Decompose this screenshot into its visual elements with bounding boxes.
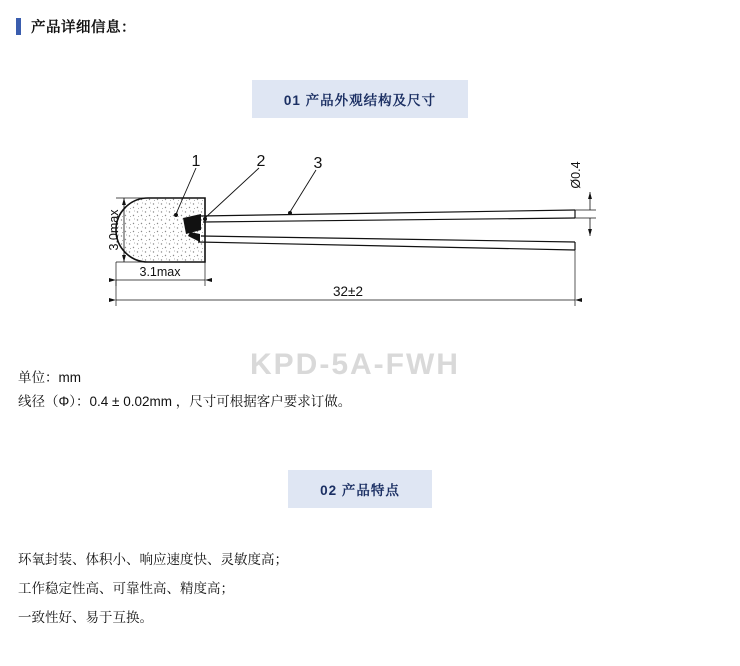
note-unit: 单位：mm: [18, 370, 81, 385]
dimension-head-length: 3.1max: [139, 265, 181, 279]
drawing-watermark: KPD-5A-FWH: [250, 348, 460, 381]
callout-1: 1: [191, 153, 201, 170]
callout-2: 2: [256, 153, 266, 170]
dimension-wire-diameter: Ø0.4: [569, 161, 583, 189]
dimension-height: 3.0max: [107, 209, 121, 251]
feature-item-3: 一致性好、易于互换。: [18, 610, 153, 625]
dimension-total-length: 32±2: [333, 284, 363, 299]
callout-3: 3: [313, 155, 323, 172]
page-title: 产品详细信息：: [31, 20, 136, 36]
section-banner-02: [288, 470, 432, 508]
section-banner-01-label: 01 产品外观结构及尺寸: [283, 93, 437, 108]
section-banner-01: [252, 80, 468, 118]
feature-item-2: 工作稳定性高、可靠性高、精度高；: [18, 581, 234, 596]
section-banner-02-label: 02 产品特点: [320, 483, 400, 498]
page-header: [0, 16, 136, 37]
header-accent-bar: [16, 18, 21, 35]
feature-item-1: 环氧封装、体积小、响应速度快、灵敏度高；: [18, 552, 288, 567]
note-wire-spec: 线径（Φ）：0.4 ± 0.02mm ，尺寸可根据客户要求订做。: [18, 394, 352, 409]
drawing-svg: [0, 130, 740, 330]
